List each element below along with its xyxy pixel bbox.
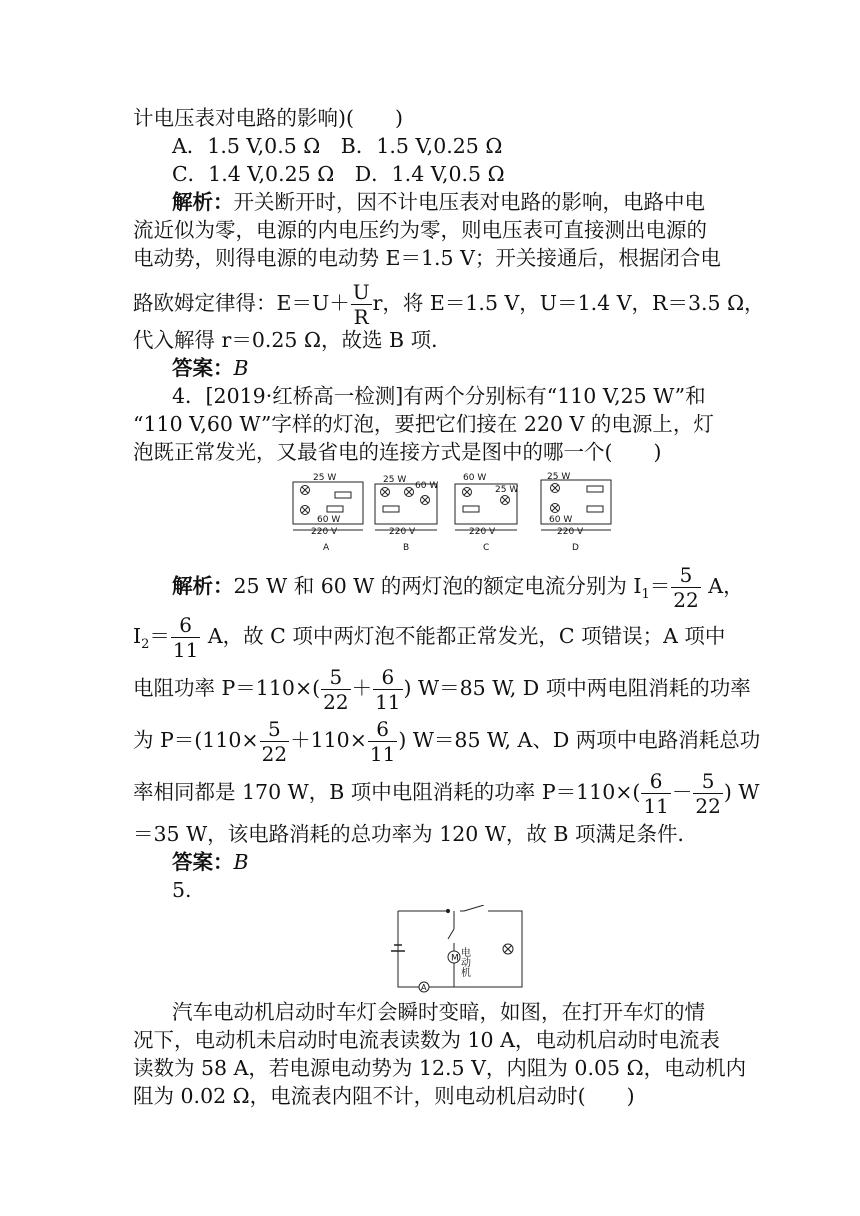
option-label-d: D bbox=[572, 543, 579, 553]
q3-options-row1 bbox=[172, 132, 502, 160]
answer-label: 答案： bbox=[172, 850, 234, 874]
q3-options-row2 bbox=[172, 160, 505, 188]
q4-stem-line3: 泡既正常发光，又最省电的连接方式是图中的哪一个( ) bbox=[133, 440, 662, 464]
q5-stem-line2: 况下，电动机未启动时电流表读数为 10 A，电动机启动时电流表 bbox=[133, 1028, 720, 1052]
q4-analysis-line3: 电阻功率 P＝110×( $\frac{5}{22}$ ＋ $\frac{6}{11}$ ) W＝85 W, D 项中两电阻消耗的功率 bbox=[133, 665, 751, 714]
q4-analysis-line5: 率相同都是 170 W，B 项中电阻消耗的功率 P＝110×( $\frac{6}{11}$ － $\frac{5}{22}$ ) W bbox=[133, 769, 760, 818]
label-25w-a: 25 W bbox=[313, 473, 337, 483]
q3-analysis-line4: 路欧姆定律得：E＝U＋ $\frac{U}{R}$ r，将 E＝1.5 V，U＝1.4 V，R＝3.5 Ω， bbox=[133, 280, 765, 329]
q4-circuit-options-figure bbox=[287, 470, 617, 555]
label-25w-d: 25 W bbox=[547, 472, 571, 482]
label-25w-c: 25 W bbox=[495, 485, 519, 495]
label-60w-b: 60 W bbox=[415, 481, 439, 491]
q5-circuit-figure bbox=[390, 905, 530, 995]
label-220v-d: 220 V bbox=[557, 527, 584, 537]
option-label-a: A bbox=[323, 543, 330, 553]
q4-analysis-line6: ＝35 W，该电路消耗的总功率为 120 W，故 B 项满足条件． bbox=[133, 822, 698, 846]
q4-stem-line2: “110 V,60 W”字样的灯泡，要把它们接在 220 V 的电源上，灯 bbox=[133, 412, 714, 436]
q5-stem-line3: 读数为 58 A，若电源电动势为 12.5 V，内阻为 0.05 Ω，电动机内 bbox=[133, 1056, 747, 1080]
q3-option-b: B．1.5 V,0.25 Ω bbox=[340, 134, 503, 158]
q3-option-a: A．1.5 V,0.5 Ω bbox=[172, 134, 321, 158]
option-label-b: B bbox=[403, 543, 410, 553]
q4-analysis-line1: 解析：25 W 和 60 W 的两灯泡的额定电流分别为 $I_1=$ $\frac{5}{22}$ A， bbox=[172, 563, 744, 612]
ammeter-symbol: A bbox=[421, 983, 427, 992]
q4-analysis-line4: 为 P＝(110× $\frac{5}{22}$ ＋110× $\frac{6}{11}$ ) W＝85 W, A、D 两项中电路消耗总功 bbox=[133, 717, 761, 766]
q5-number: 5. bbox=[172, 878, 192, 902]
q4-answer bbox=[172, 848, 249, 876]
motor-label: 电动机 bbox=[458, 947, 470, 977]
label-60w-d: 60 W bbox=[549, 515, 573, 525]
q3-stem-tail: 计电压表对电路的影响)( ) bbox=[133, 106, 403, 130]
q5-stem-line1: 汽车电动机启动时车灯会瞬时变暗，如图，在打开车灯的情 bbox=[172, 1000, 705, 1024]
label-25w-b: 25 W bbox=[383, 475, 407, 485]
answer-value: B bbox=[233, 850, 249, 874]
label-60w-c: 60 W bbox=[463, 473, 487, 483]
q3-option-d: D．1.4 V,0.5 Ω bbox=[354, 162, 505, 186]
q3-analysis-line1 bbox=[172, 188, 705, 216]
q3-analysis-line5: 代入解得 r＝0.25 Ω，故选 B 项． bbox=[133, 328, 452, 352]
answer-label: 答案： bbox=[172, 356, 234, 380]
answer-value: B bbox=[233, 356, 249, 380]
q3-answer bbox=[172, 354, 249, 382]
label-220v-a: 220 V bbox=[311, 527, 338, 537]
label-220v-b: 220 V bbox=[389, 527, 416, 537]
label-220v-c: 220 V bbox=[469, 527, 496, 537]
fraction-u-over-r: $\frac{U}{R}$ bbox=[352, 280, 370, 329]
q3-analysis-line2: 流近似为零，电源的内电压约为零，则电压表可直接测出电源的 bbox=[133, 218, 707, 242]
q3-analysis-line3: 电动势，则得电源的电动势 E＝1.5 V；开关接通后，根据闭合电 bbox=[133, 246, 721, 270]
motor-symbol: M bbox=[451, 953, 459, 964]
q3-option-c: C．1.4 V,0.25 Ω bbox=[172, 162, 335, 186]
option-label-c: C bbox=[483, 543, 490, 553]
q3-analysis-label: 解析： bbox=[172, 190, 234, 214]
q4-stem-line1: 4．[2019·红桥高一检测]有两个分别标有“110 V,25 W”和 bbox=[172, 384, 706, 408]
q4-analysis-label: 解析： bbox=[172, 574, 234, 598]
q4-analysis-line2: $I_2=$ $\frac{6}{11}$ A，故 C 项中两灯泡不能都正常发光，C 项错误；A 项中 bbox=[133, 613, 726, 662]
label-60w-a: 60 W bbox=[317, 515, 341, 525]
q3-analysis-text1: 开关断开时，因不计电压表对电路的影响，电路中电 bbox=[233, 190, 705, 214]
q5-stem-line4: 阻为 0.02 Ω，电流表内阻不计，则电动机启动时( ) bbox=[133, 1084, 635, 1108]
